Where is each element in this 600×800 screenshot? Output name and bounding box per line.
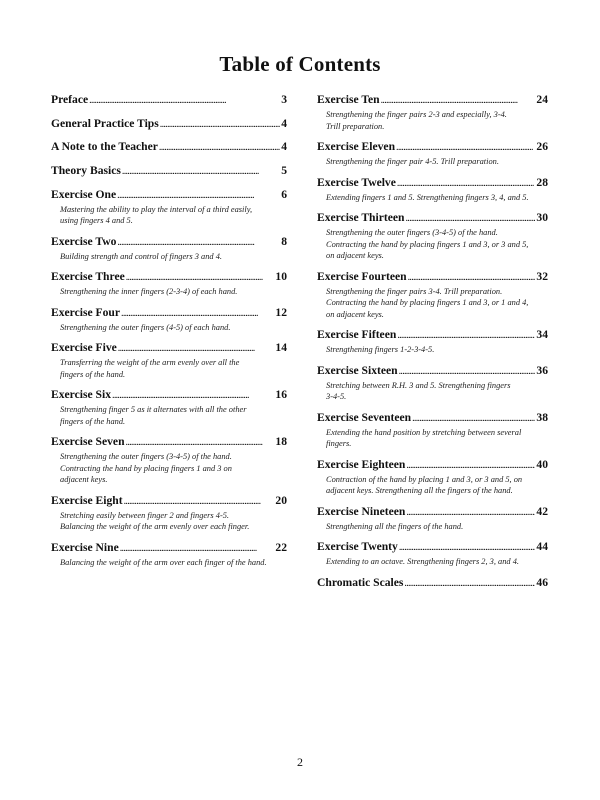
dot-leader <box>381 93 536 108</box>
toc-entry-heading <box>51 188 287 203</box>
toc-entry-title: Exercise Eight <box>51 493 123 507</box>
toc-entry[interactable] <box>51 188 287 227</box>
toc-entry-description: adjacent keys. <box>60 475 108 485</box>
toc-entry-title: Exercise Four <box>51 305 121 319</box>
toc-entry[interactable] <box>51 306 287 334</box>
toc-entry-description: using fingers 4 and 5. <box>60 216 133 226</box>
toc-entry-heading <box>317 270 548 285</box>
toc-entry-title: Exercise Twelve <box>317 175 396 189</box>
toc-entry-page: 6 <box>281 187 287 201</box>
toc-entry-title: Exercise One <box>51 187 117 201</box>
toc-entry-heading <box>317 93 548 108</box>
toc-entry-page: 4 <box>281 140 287 154</box>
toc-entry-title: Exercise Twenty <box>317 540 398 553</box>
toc-entry-description: Strengthening the finger pairs 3-4. Trill preparation. <box>326 286 503 296</box>
toc-entry-title: Chromatic Scales <box>317 575 404 589</box>
dot-leader <box>117 188 280 203</box>
toc-entry-page: 14 <box>275 341 287 355</box>
toc-entry[interactable] <box>317 211 548 262</box>
dot-leader <box>406 505 535 520</box>
toc-entry-description: Strengthening the inner fingers (2-3-4) of each hand. <box>60 287 238 297</box>
toc-entry[interactable] <box>51 140 287 155</box>
toc-entry-description: Balancing the weight of the arm over each finger of the hand. <box>60 557 267 567</box>
toc-entry-page: 3 <box>281 93 287 106</box>
toc-entry[interactable] <box>51 541 287 569</box>
toc-entry-title: Exercise Nineteen <box>317 504 406 518</box>
toc-entry-description: Contracting the hand by placing fingers 1 and 3, or 1 and 4, <box>326 298 529 307</box>
toc-entry-page: 10 <box>275 270 287 284</box>
toc-entry-description: Strengthening the outer fingers (3-4-5) of the hand. <box>60 452 232 462</box>
toc-entry[interactable] <box>317 270 548 321</box>
toc-entry-heading <box>317 176 548 191</box>
toc-entry-title: Exercise Fifteen <box>317 328 397 341</box>
toc-entry-page: 30 <box>536 211 548 224</box>
toc-entry-description: Contracting the hand by placing fingers 1 and 3, or 3 and 5, <box>326 239 529 249</box>
toc-entry-title: Exercise Two <box>51 234 117 248</box>
toc-entry-description: Building strength and control of fingers 3 and 4. <box>60 251 222 261</box>
dot-leader <box>89 93 280 108</box>
toc-entry-title: A Note to the Teacher <box>51 140 158 154</box>
dot-leader <box>117 235 280 250</box>
toc-entry-description: Balancing the weight of the arm evenly over each finger. <box>60 522 250 532</box>
toc-entry-title: Exercise Thirteen <box>317 211 405 224</box>
toc-entry-description: Extending the hand position by stretching between several <box>326 427 522 437</box>
toc-column-right <box>317 93 548 599</box>
toc-entry-title: Exercise Eighteen <box>317 457 406 471</box>
toc-entry-page: 22 <box>275 540 287 554</box>
dot-leader <box>412 411 535 426</box>
toc-entry-description: adjacent keys. Strengthening all the fingers of the hand. <box>326 486 513 495</box>
toc-entry-page: 20 <box>275 493 287 507</box>
toc-entry-page: 8 <box>281 234 287 248</box>
toc-entry-page: 38 <box>536 410 548 424</box>
toc-entry-title: Exercise Sixteen <box>317 363 398 377</box>
dot-leader <box>126 435 275 450</box>
toc-entry-description: Trill preparation. <box>326 121 385 131</box>
toc-entry-page: 40 <box>536 457 548 471</box>
toc-entry-description: Strengthening the finger pair 4-5. Trill preparation. <box>326 157 499 166</box>
toc-entry[interactable] <box>317 540 548 568</box>
toc-entry-description: Strengthening all the fingers of the hand. <box>326 521 464 531</box>
toc-entry-description: Extending fingers 1 and 5. Strengthening fingers 3, 4, and 5. <box>326 192 529 202</box>
toc-entry-title: Exercise Seventeen <box>317 410 412 424</box>
page-title: Table of Contents <box>219 52 381 76</box>
toc-entry-page: 26 <box>536 140 548 153</box>
toc-entry-description: Strengthening fingers 1-2-3-4-5. <box>326 345 435 354</box>
toc-entry-heading <box>51 235 287 250</box>
toc-entry-heading <box>317 411 548 426</box>
toc-entry-description: Contraction of the hand by placing 1 and 3, or 3 and 5, on <box>326 474 523 484</box>
toc-entry[interactable] <box>317 93 548 132</box>
toc-column-left <box>51 93 287 576</box>
toc-entry-title: Preface <box>51 93 89 106</box>
toc-entry-heading <box>317 140 548 155</box>
toc-entry-description: Strengthening the outer fingers (4-5) of each hand. <box>60 322 231 332</box>
toc-entry-description: Stretching between R.H. 3 and 5. Strengthening fingers <box>326 380 511 390</box>
toc-entry-page: 4 <box>281 116 287 130</box>
toc-entry-heading <box>317 364 548 379</box>
dot-leader <box>408 270 536 285</box>
page-number: 2 <box>297 755 303 769</box>
dot-leader <box>160 117 280 132</box>
toc-entry-heading <box>317 328 548 343</box>
dot-leader <box>122 164 280 179</box>
toc-entry-page: 12 <box>275 305 287 319</box>
dot-leader <box>399 540 536 555</box>
toc-entry-heading <box>51 388 287 403</box>
toc-entry-title: Theory Basics <box>51 163 121 177</box>
toc-entry-description: Stretching easily between finger 2 and fingers 4-5. <box>60 510 230 520</box>
toc-entry[interactable] <box>317 140 548 168</box>
toc-entry[interactable] <box>51 235 287 263</box>
dot-leader <box>118 341 275 356</box>
toc-entry-page: 24 <box>536 93 548 106</box>
dot-leader <box>124 494 275 509</box>
toc-entry[interactable] <box>317 458 548 497</box>
toc-entry-title: Exercise Eleven <box>317 140 396 153</box>
toc-entry-title: General Practice Tips <box>51 116 159 130</box>
toc-entry-title: Exercise Three <box>51 270 125 284</box>
dot-leader <box>399 364 536 379</box>
toc-entry-page: 36 <box>536 363 548 377</box>
toc-entry[interactable] <box>317 176 548 204</box>
toc-entry-heading <box>51 435 287 450</box>
dot-leader <box>405 211 535 226</box>
toc-entry-heading <box>317 576 548 591</box>
toc-entry-description: Strengthening the finger pairs 2-3 and especially, 3-4. <box>326 110 507 119</box>
dot-leader <box>121 306 274 321</box>
dot-leader <box>159 140 280 155</box>
toc-entry-page: 32 <box>536 269 548 283</box>
dot-leader <box>404 576 535 591</box>
toc-entry[interactable] <box>317 576 548 591</box>
toc-entry-title: Exercise Nine <box>51 540 119 554</box>
toc-entry[interactable] <box>51 93 287 108</box>
toc-entry-description: Extending to an octave. Strengthening fingers 2, 3, and 4. <box>326 557 519 566</box>
toc-entry[interactable] <box>317 505 548 533</box>
toc-entry-title: Exercise Five <box>51 341 117 355</box>
dot-leader <box>397 328 535 343</box>
toc-entry[interactable] <box>317 364 548 403</box>
toc-entry[interactable] <box>51 341 287 380</box>
toc-entry-heading <box>51 117 287 132</box>
toc-entry-page: 18 <box>275 435 287 449</box>
toc-entry-page: 42 <box>536 504 548 518</box>
toc-entry-title: Exercise Fourteen <box>317 269 407 283</box>
dot-leader <box>397 176 536 191</box>
toc-entry[interactable] <box>317 411 548 450</box>
toc-entry-heading <box>317 211 548 226</box>
toc-entry-heading <box>51 140 287 155</box>
dot-leader <box>120 541 275 556</box>
toc-entry-description: Contracting the hand by placing fingers 1 and 3 on <box>60 463 232 473</box>
dot-leader <box>126 270 275 285</box>
toc-entry-description: fingers of the hand. <box>60 416 126 426</box>
toc-entry-description: Strengthening the outer fingers (3-4-5) of the hand. <box>326 228 498 237</box>
toc-entry-heading <box>51 341 287 356</box>
toc-entry[interactable] <box>51 164 287 179</box>
toc-entry-heading <box>51 164 287 179</box>
toc-entry-page: 44 <box>536 540 548 553</box>
toc-entry-page: 34 <box>536 328 548 341</box>
toc-entry-heading <box>51 93 287 108</box>
toc-entry-description: on adjacent keys. <box>326 251 384 260</box>
toc-entry[interactable] <box>317 328 548 356</box>
toc-entry-description: on adjacent keys. <box>326 309 384 319</box>
toc-entry[interactable] <box>51 494 287 533</box>
toc-entry-heading <box>51 541 287 556</box>
toc-entry-page: 5 <box>281 163 287 177</box>
toc-entry-page: 16 <box>275 388 287 402</box>
toc-entry-page: 46 <box>536 575 548 589</box>
toc-entry-heading <box>317 458 548 473</box>
toc-entry[interactable] <box>51 117 287 132</box>
toc-entry-heading <box>51 270 287 285</box>
toc-entry-heading <box>317 540 548 555</box>
toc-entry-description: Mastering the ability to play the interval of a third easily, <box>60 204 253 214</box>
toc-entry-description: fingers of the hand. <box>60 369 126 379</box>
dot-leader <box>406 458 535 473</box>
toc-entry-description: Strengthening finger 5 as it alternates with all the other <box>60 405 247 415</box>
toc-entry[interactable] <box>51 388 287 427</box>
toc-entry-description: 3-4-5. <box>326 392 347 401</box>
toc-entry-heading <box>51 306 287 321</box>
toc-entry-title: Exercise Six <box>51 388 112 402</box>
toc-entry-heading <box>317 505 548 520</box>
toc-entry[interactable] <box>51 435 287 486</box>
dot-leader <box>396 140 535 155</box>
dot-leader <box>112 388 274 403</box>
toc-entry-heading <box>51 494 287 509</box>
toc-entry[interactable] <box>51 270 287 298</box>
toc-entry-description: Transferring the weight of the arm evenly over all the <box>60 358 240 368</box>
toc-entry-title: Exercise Seven <box>51 435 125 449</box>
toc-entry-description: fingers. <box>326 439 352 448</box>
toc-entry-title: Exercise Ten <box>317 93 380 106</box>
toc-entry-page: 28 <box>536 175 548 189</box>
